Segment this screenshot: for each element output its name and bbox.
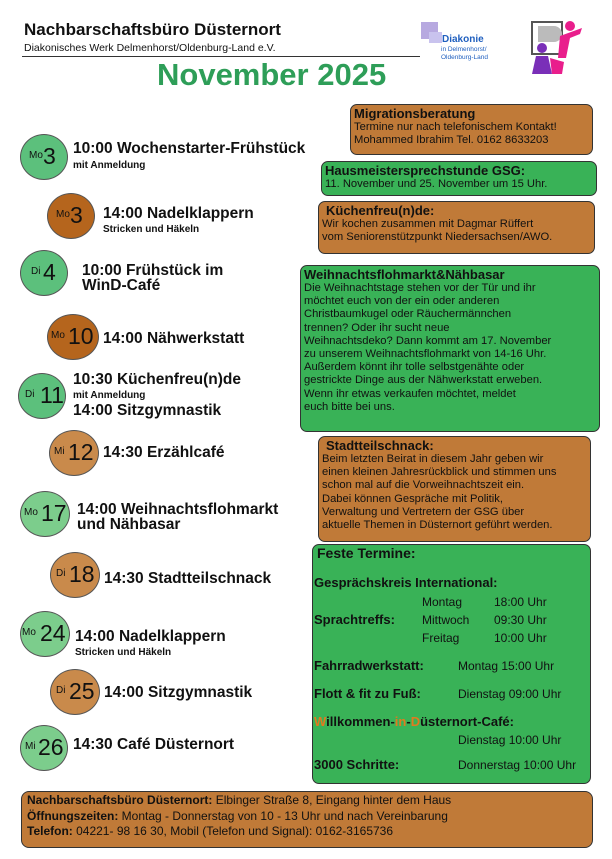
date-number: 17 [41,500,67,526]
schritte-label: 3000 Schritte: [314,757,400,772]
sprach-day: Freitag [422,631,460,645]
logo-sub2: Oldenburg-Land [441,54,488,61]
date-number: 18 [69,561,95,587]
fixed-dates-title: Feste Termine: [317,545,416,561]
event-note: mit Anmeldung [73,390,146,401]
box-line: Wir kochen zusammen mit Dagmar Rüffert [322,218,534,230]
event-title: 10:30 Küchenfreu(n)de [73,371,241,388]
sprach-time: 18:00 Uhr [494,595,547,609]
date-circle [50,552,100,598]
logo-text: Diakonie [442,34,484,45]
box-line: 11. November und 25. November um 15 Uhr. [325,178,548,190]
cafe-label-rest: üsternort-Café: [420,714,514,729]
date-day: Di [31,266,41,277]
event-title-2: 14:00 Sitzgymnastik [73,402,222,419]
box-line: Die Weihnachtstage stehen vor der Tür und ihr [304,282,536,294]
box-line: Dabei können Gespräche mit Politik, [322,492,503,505]
logo-square2-icon [429,32,442,43]
footer-address-text: Elbinger Straße 8, Eingang hinter dem Haus [212,793,452,807]
footer-phone [27,824,587,840]
flott-label: Flott & fit zu Fuß: [314,686,421,701]
footer-phone-label: Telefon: [27,824,73,839]
date-day: Mo [56,209,70,220]
box-line: Außerdem könnt ihr tolle selbstgenähte oder [304,361,525,374]
logo-sub1: in Delmenhorst/ [441,46,487,53]
cafe-label-w: W [314,714,327,729]
cafe-label-in: in [394,714,407,729]
info-box-flohmarkt [300,265,600,432]
event-note: mit Anmeldung [73,160,146,171]
info-box-hausmeister [321,161,597,196]
info-box-kueche [318,201,595,254]
fahrrad-time: Montag 15:00 Uhr [458,659,555,673]
cafe-label-dash: - [406,714,411,729]
date-number: 3 [43,143,56,169]
date-day: Di [25,389,35,400]
box-line: Beim letzten Beirat in diesem Jahr geben wir [322,453,544,465]
date-day: Di [56,568,66,579]
date-number: 12 [68,439,94,465]
box-line: gestrickte Dinge aus der Nähwerkstatt erweben. [304,374,543,387]
date-number: 3 [70,202,83,228]
org-name: Nachbarschaftsbüro Düsternort [24,20,281,39]
box-line: zu unserem Weihnachtsflohmarkt von 14-16 Uhr. [304,348,547,361]
box-line: Christbaumkugel oder Räuchermännchen [304,308,512,321]
date-circle [18,373,66,419]
date-number: 11 [40,382,64,408]
box-line: Wenn ihr etwas verkaufen möchtet, meldet [304,387,516,400]
event-note: Stricken und Häkeln [103,224,200,235]
info-box-migration [350,104,593,155]
cafe-label-b: illkommen- [326,714,395,729]
diakonie-logo [421,22,509,70]
box-line: Weihnachtsdeko? Dann kommt am 17. November [304,334,552,347]
date-number: 26 [38,734,64,760]
date-day: Mo [24,507,38,518]
date-day: Mo [22,627,36,638]
date-day: Di [56,685,66,696]
date-day: Mo [29,150,43,161]
date-number: 24 [40,620,66,646]
box-line: einen kleinen Jahresrückblick und stimmen uns [322,466,557,479]
event-title: 14:00 Nähwerkstatt [103,330,245,347]
box-line: Verwaltung und Vertretern der GSG über [322,505,525,518]
neighbourhood-logo-icon [526,18,586,76]
sprach-time: 10:00 Uhr [494,631,547,645]
schritte-time: Donnerstag 10:00 Uhr [458,758,577,772]
box-title: Stadtteilschnack: [326,438,434,453]
footer-phone-text: 04221- 98 16 30, Mobil (Telefon und Signal): 0162-3165736 [72,824,394,839]
box-line: Mohammed Ibrahim Tel. 0162 8633203 [354,134,549,147]
event-title: 14:30 Café Düsternort [73,736,235,753]
date-circle [20,250,68,296]
date-number: 4 [43,259,56,285]
box-line: trennen? Oder ihr sucht neue [304,321,450,334]
date-circle [20,611,70,657]
footer-address [27,793,587,809]
footer-hours-label: Öffnungszeiten: [27,808,119,823]
date-circle [20,725,68,771]
event-title: 10:00 Frühstück im [82,262,224,279]
cafe-label [314,714,514,729]
event-title: 10:00 Wochenstarter-Frühstück [73,140,306,157]
event-title-2: und Nähbasar [77,516,181,533]
box-title: Migrationsberatung [354,106,476,121]
box-line: möchtet euch von der ein oder anderen [304,295,500,308]
footer-hours [27,809,587,825]
event-title: 14:00 Weihnachtsflohmarkt [77,501,279,518]
date-circle [20,491,70,537]
event-title: 14:00 Nadelklappern [75,628,226,645]
box-line: schon mal auf die Vorweihnachtszeit ein. [322,479,525,492]
date-day: Mi [25,741,36,752]
date-circle [49,430,99,476]
event-note: Stricken und Häkeln [75,647,172,658]
event-title: 14:30 Erzählcafé [103,444,225,461]
fahrrad-label: Fahrradwerkstatt: [314,658,424,673]
logo-subtext [441,46,488,62]
sprach-time: 09:30 Uhr [494,613,547,627]
date-circle [20,134,68,180]
date-circle [50,669,100,715]
date-circle [47,314,99,360]
cafe-time: Dienstag 10:00 Uhr [458,733,562,747]
org-subtitle: Diakonisches Werk Delmenhorst/Oldenburg-Land e.V. [24,42,276,54]
footer-contact [21,791,593,848]
event-title-2: WinD-Café [82,277,161,294]
footer-address-label: Nachbarschaftsbüro Düsternort: [27,793,213,807]
date-number: 10 [68,323,94,349]
flott-time: Dienstag 09:00 Uhr [458,687,562,701]
sprach-day: Montag [422,595,463,609]
box-line: vom Seniorenstützpunkt Niedersachsen/AWO. [322,231,553,244]
sprach-label: Sprachtreffs: [314,612,395,627]
footer-hours-text: Montag - Donnerstag von 10 - 13 Uhr und nach Vereinbarung [118,808,448,823]
box-title: Weihnachtsflohmarkt&Nähbasar [304,267,505,282]
event-title: 14:00 Sitzgymnastik [104,684,253,701]
box-line: aktuelle Themen in Düsternort geführt werden. [322,519,553,532]
date-day: Mi [54,446,65,457]
box-line: Termine nur nach telefonischem Kontakt! [354,121,557,133]
date-number: 25 [69,678,95,704]
box-title: Hausmeistersprechstunde GSG: [325,163,526,178]
info-box-schnack [318,436,591,542]
date-day: Mo [51,330,65,341]
date-circle [47,193,95,239]
sprach-day: Mittwoch [422,613,470,627]
month-title: November 2025 [157,57,387,92]
box-title: Küchenfreu(n)de: [326,203,435,218]
cafe-label-d: D [410,714,421,729]
gk-label: Gesprächskreis International: [314,575,498,590]
event-title: 14:00 Nadelklappern [103,205,254,222]
box-line: euch bitte bei uns. [304,400,395,413]
event-title: 14:30 Stadtteilschnack [104,570,272,587]
